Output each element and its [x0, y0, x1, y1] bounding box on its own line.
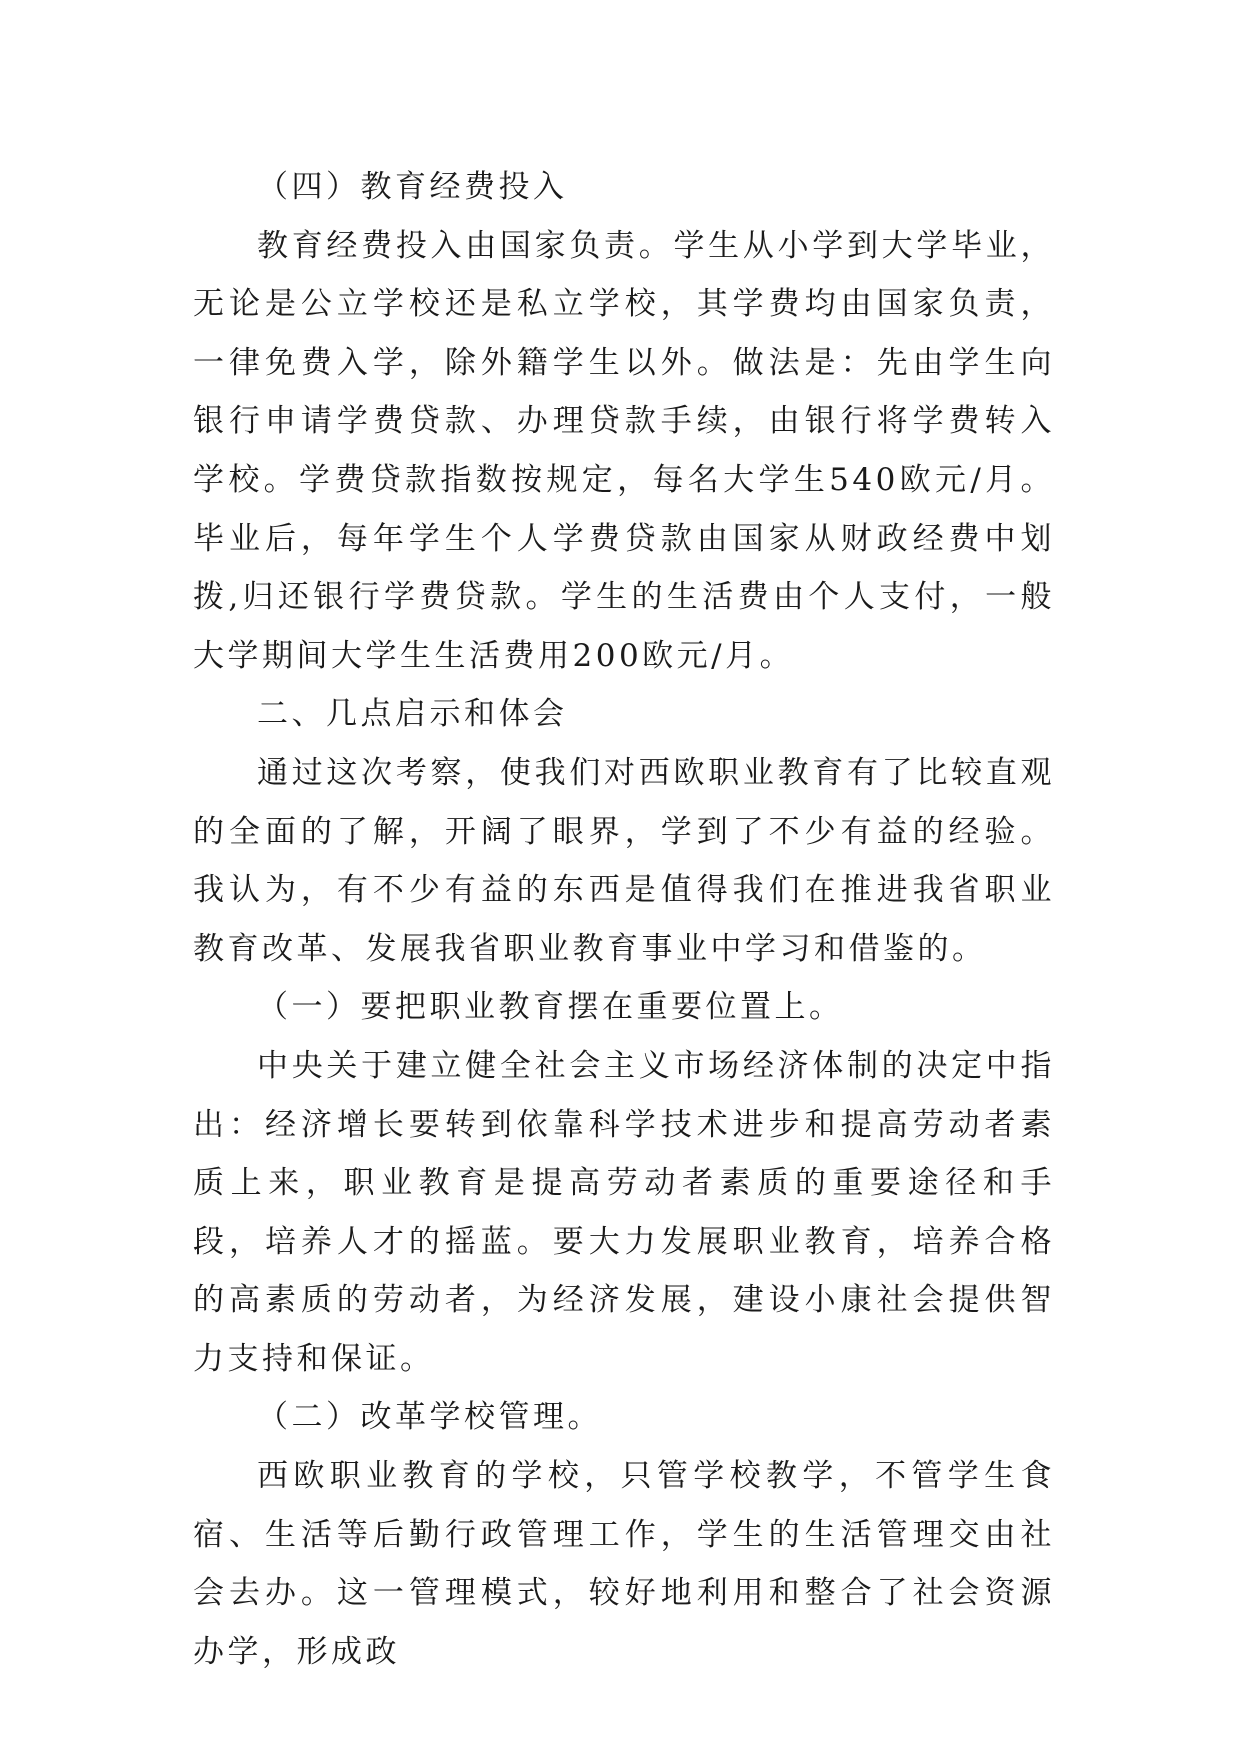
- section-heading: （二）改革学校管理。: [257, 1399, 602, 1436]
- section-heading: （四）教育经费投入: [257, 169, 568, 205]
- body-paragraph: 教育经费投入由国家负责。学生从小学到大学毕业，无论是公立学校还是私立学校，其学费均由国家负责，一律免费入学，除外籍学生以外。做法是：先由学生向银行申请学费贷款、办理贷款手续，由银行将学费转入学校。学费贷款指数按规定，每名大学生540欧元/月。毕业后，每年学生个人学费贷款由国家从财政经费中划拨,归还银行学费贷款。学生的生活费由个人支付，一般大学期间大学生生活费用200欧元/月。: [193, 227, 1055, 674]
- section-heading: （一）要把职业教育摆在重要位置上。: [257, 989, 844, 1026]
- body-paragraph: 通过这次考察，使我们对西欧职业教育有了比较直观的全面的了解，开阔了眼界，学到了不少有益的经验。我认为，有不少有益的东西是值得我们在推进我省职业教育改革、发展我省职业教育事业中学习和借鉴的。: [193, 754, 1055, 967]
- section-heading: 二、几点启示和体会: [257, 696, 568, 733]
- document-body: [193, 158, 1055, 1681]
- body-paragraph: 西欧职业教育的学校，只管学校教学，不管学生食宿、生活等后勤行政管理工作，学生的生活管理交由社会去办。这一管理模式，较好地利用和整合了社会资源办学，形成政: [193, 1458, 1055, 1670]
- body-paragraph: 中央关于建立健全社会主义市场经济体制的决定中指出：经济增长要转到依靠科学技术进步和提高劳动者素质上来，职业教育是提高劳动者素质的重要途径和手段，培养人才的摇蓝。要大力发展职业教育，培养合格的高素质的劳动者，为经济发展，建设小康社会提供智力支持和保证。: [193, 1047, 1055, 1377]
